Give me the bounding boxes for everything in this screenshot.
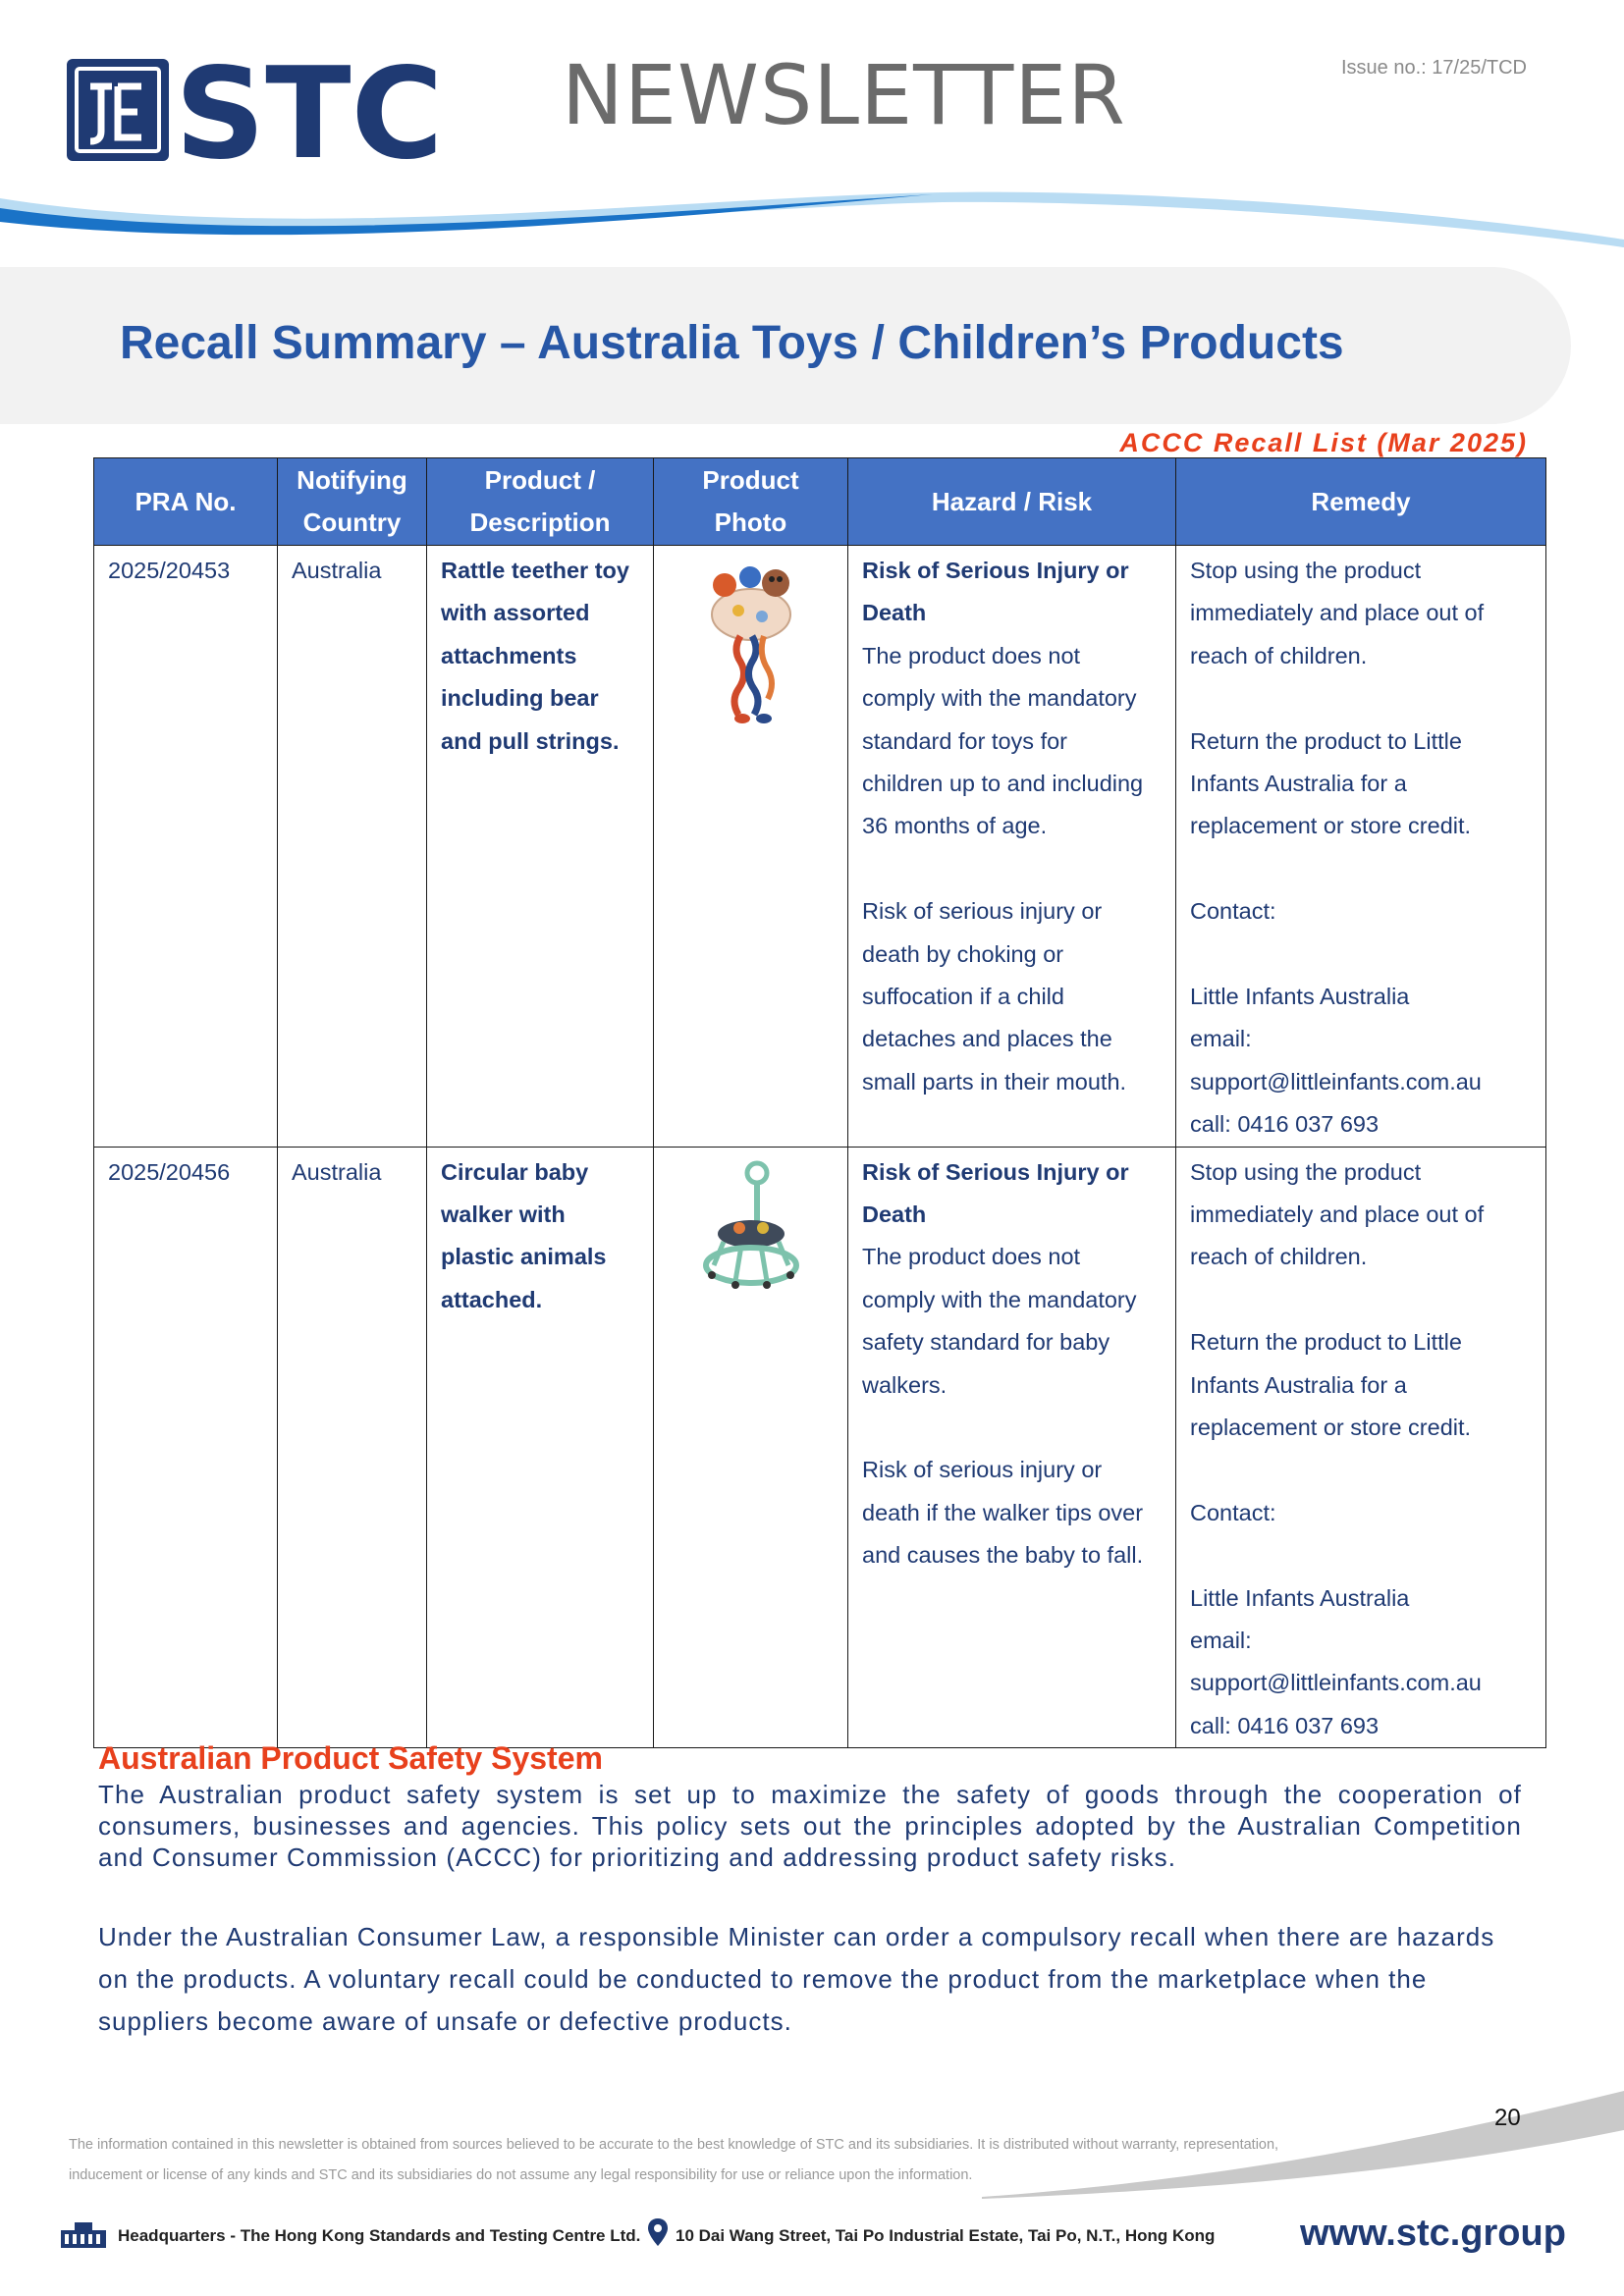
cell-text-line: standard for toys for	[862, 727, 1067, 754]
table-header-row	[94, 458, 1546, 546]
country-cell: Australia	[278, 1147, 427, 1748]
baby-walker-photo	[702, 1286, 800, 1311]
cell-text-line: comply with the mandatory	[862, 1286, 1137, 1312]
photo-cell	[654, 546, 848, 1148]
pra-number-cell: 2025/20456	[94, 1147, 278, 1748]
cell-text-line: attachments	[441, 642, 577, 668]
spacer	[1190, 1534, 1532, 1576]
column-header	[848, 458, 1176, 546]
cell-text-line: email:	[1190, 1628, 1252, 1654]
address-text: 10 Dai Wang Street, Tai Po Industrial Estate, Tai Po, N.T., Hong Kong	[676, 2226, 1216, 2245]
cell-text-line: Contact:	[1190, 898, 1276, 925]
cell-text-line: death if the walker tips over	[862, 1499, 1144, 1525]
cell-text-line: reach of children.	[1190, 1244, 1368, 1270]
recall-table	[93, 457, 1546, 1748]
column-header-label: Country	[302, 507, 402, 537]
cell-text-line: Risk of serious injury or	[862, 898, 1103, 925]
cell-text-line: Death	[862, 1201, 927, 1228]
spacer	[1190, 934, 1532, 976]
cell-text-line: detaches and places the	[862, 1026, 1112, 1052]
cell-text-line: Rattle teether toy	[441, 558, 629, 583]
spacer	[1190, 677, 1532, 720]
headquarters-text: Headquarters - The Hong Kong Standards and Testing Centre Ltd.	[118, 2226, 641, 2245]
table-row	[94, 1147, 1546, 1748]
cell-text-line: email:	[1190, 1026, 1252, 1052]
cell-text-line: support@littleinfants.com.au	[1190, 1068, 1482, 1095]
header-swoosh-decoration	[0, 177, 1624, 275]
column-header	[94, 458, 278, 546]
cell-text-line: Risk of Serious Injury or	[862, 558, 1129, 583]
column-header-label: PRA No.	[135, 486, 237, 516]
column-header-label: Remedy	[1311, 486, 1411, 516]
cell-text-line: with assorted	[441, 600, 590, 626]
disclaimer-text: The information contained in this newsletter is obtained from sources believed to be accurate to the best knowledge of STC and its subsidiaries. It is distributed without warranty, representation, inducement or license of any kinds and STC and its subsidiaries do not assume any legal responsibility for use or reliance upon the information.	[69, 2137, 1279, 2183]
cell-text-line: 36 months of age.	[862, 813, 1048, 839]
cell-text-line: walker with	[441, 1201, 566, 1228]
description-cell	[427, 1147, 654, 1748]
pra-number-cell: 2025/20453	[94, 546, 278, 1148]
hazard-cell	[848, 546, 1176, 1148]
page-number: 20	[1494, 2105, 1521, 2131]
column-header	[654, 458, 848, 546]
cell-text-line: and pull strings.	[441, 727, 620, 754]
cell-text-line: Stop using the product	[1190, 1158, 1422, 1185]
cell-text-line: reach of children.	[1190, 642, 1368, 668]
cell-text-line: replacement or store credit.	[1190, 813, 1472, 839]
column-header-label: Product	[702, 465, 799, 495]
newsletter-title: NEWSLETTER	[562, 47, 1126, 143]
column-header-label: Description	[469, 507, 611, 537]
cell-text-line: and causes the baby to fall.	[862, 1542, 1144, 1569]
cell-text-line: death by choking or	[862, 940, 1064, 967]
column-header-label: Hazard / Risk	[931, 486, 1093, 516]
cell-text-line: suffocation if a child	[862, 984, 1064, 1010]
cell-text-line: Return the product to Little	[1190, 1329, 1462, 1356]
cell-text-line: call: 0416 037 693	[1190, 1712, 1380, 1738]
cell-text-line: comply with the mandatory	[862, 685, 1137, 712]
column-header-label: Product /	[484, 465, 596, 495]
cell-text-line: support@littleinfants.com.au	[1190, 1670, 1482, 1696]
spacer	[862, 848, 1162, 890]
cell-text-line: including bear	[441, 685, 599, 712]
cell-text-line: attached.	[441, 1286, 543, 1312]
cell-text-line: Death	[862, 600, 927, 626]
cell-text-line: The product does not	[862, 642, 1081, 668]
cell-text-line: small parts in their mouth.	[862, 1068, 1127, 1095]
paragraph: Under the Australian Consumer Law, a responsible Minister can order a compulsory recall when there are hazards on the products. A voluntary recall could be conducted to remove the product from the marketplace when the suppliers become aware of unsafe or defective products.	[98, 1922, 1495, 2036]
rattle-teether-toy-photo	[707, 704, 795, 729]
page-title: Recall Summary – Australia Toys / Children’s Products	[120, 317, 1344, 369]
column-header	[1176, 458, 1546, 546]
column-header-label: Photo	[714, 507, 787, 537]
cell-text-line: walkers.	[862, 1371, 947, 1398]
hazard-cell	[848, 1147, 1176, 1748]
cell-text-line: replacement or store credit.	[1190, 1415, 1472, 1441]
description-cell	[427, 546, 654, 1148]
spacer	[1190, 848, 1532, 890]
cell-text-line: call: 0416 037 693	[1190, 1111, 1380, 1138]
cell-text-line: safety standard for baby	[862, 1329, 1110, 1356]
remedy-cell	[1176, 546, 1546, 1148]
cell-text-line: Infants Australia for a	[1190, 771, 1407, 797]
country-cell: Australia	[278, 546, 427, 1148]
cell-text-line: Little Infants Australia	[1190, 984, 1410, 1010]
column-header	[278, 458, 427, 546]
list-caption: ACCC Recall List (Mar 2025)	[1119, 428, 1528, 457]
table-body	[94, 546, 1546, 1748]
cell-text-line: Infants Australia for a	[1190, 1371, 1407, 1398]
cell-text-line: Risk of Serious Injury or	[862, 1158, 1129, 1185]
building-icon	[61, 2220, 106, 2248]
logo-text: STC	[175, 57, 444, 163]
spacer	[1190, 1279, 1532, 1321]
table-row	[94, 546, 1546, 1148]
website-link[interactable]: www.stc.group	[1300, 2213, 1566, 2254]
cell-text-line: Risk of serious injury or	[862, 1457, 1103, 1483]
stc-logo	[67, 57, 461, 163]
cell-text-line: Stop using the product	[1190, 558, 1422, 583]
photo-cell	[654, 1147, 848, 1748]
cell-text-line: immediately and place out of	[1190, 1201, 1485, 1228]
cell-text-line: Circular baby	[441, 1158, 589, 1185]
cell-text-line: Contact:	[1190, 1499, 1276, 1525]
column-header	[427, 458, 654, 546]
cell-text-line: immediately and place out of	[1190, 600, 1485, 626]
cell-text-line: Return the product to Little	[1190, 727, 1462, 754]
cell-text-line: plastic animals	[441, 1244, 607, 1270]
section-heading: Australian Product Safety System	[98, 1740, 603, 1776]
spacer	[862, 1407, 1162, 1449]
location-pin-icon	[648, 2218, 668, 2246]
cell-text-line: children up to and including	[862, 771, 1144, 797]
issue-number: Issue no.: 17/25/TCD	[1341, 57, 1527, 79]
cell-text-line: Little Infants Australia	[1190, 1584, 1410, 1611]
paragraph: The Australian product safety system is set up to maximize the safety of goods through the cooperation of consumers, businesses and agencies. This policy sets out the principles adopted by the Australian Competition and Consumer Commission (ACCC) for prioritizing and addressing product safety risks.	[98, 1780, 1522, 1872]
remedy-cell	[1176, 1147, 1546, 1748]
cell-text-line: The product does not	[862, 1244, 1081, 1270]
column-header-label: Notifying	[297, 465, 407, 495]
spacer	[1190, 1449, 1532, 1491]
